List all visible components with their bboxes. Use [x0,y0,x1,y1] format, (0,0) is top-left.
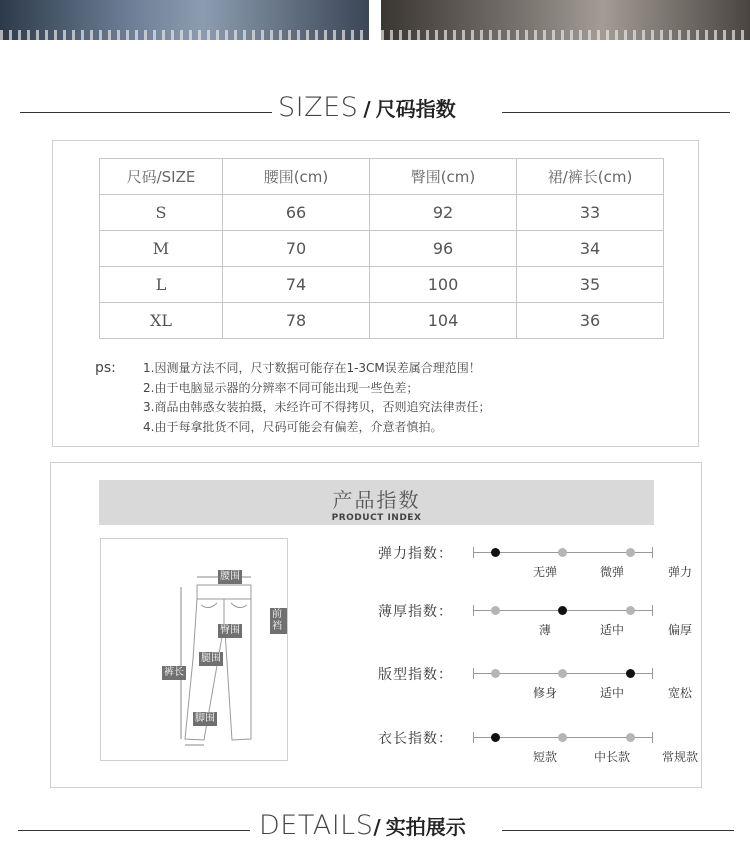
hip-cell: 104 [370,303,517,339]
scale-dot [626,548,635,557]
hip-cell: 96 [370,231,517,267]
waist-cell: 78 [223,303,370,339]
scale-dot [558,606,567,615]
scale-dot [491,548,500,557]
index-option: 常规款 [661,750,699,764]
heading-rule-left [20,112,272,113]
index-option: 短款 [532,750,558,764]
index-option: 无弹 [532,565,558,579]
diagram-label-length: 裤长 [164,667,184,678]
index-option: 适中 [599,686,625,700]
size-cell: M [100,231,223,267]
details-title-sep: / [373,815,381,839]
waist-cell: 66 [223,195,370,231]
index-label: 衣长指数： [378,731,453,747]
product-index-panel [50,462,702,788]
header-cell: 腰围(cm) [223,159,370,195]
index-scale [473,666,653,680]
note-item: 4.由于每拿批货不同，尺码可能会有偏差，介意者慎拍。 [143,419,443,434]
scale-dot [491,606,500,615]
index-option: 微弹 [599,565,625,579]
header-cell: 尺码/SIZE [100,159,223,195]
details-title-zh: 实拍展示 [385,815,466,839]
product-photo-right [381,0,750,40]
scale-dot [558,733,567,742]
scale-dot [558,669,567,678]
sizes-heading [0,92,750,132]
table-header-row [100,159,664,195]
index-option: 适中 [599,623,625,637]
scale-dot [491,669,500,678]
notes-prefix: ps: [95,360,116,376]
product-photo-left [0,0,369,40]
scale-dot [626,606,635,615]
index-scale [473,730,653,744]
waist-cell: 74 [223,267,370,303]
index-option: 宽松 [667,686,693,700]
table-row [100,231,664,267]
length-cell: 36 [517,303,664,339]
details-heading [0,810,750,850]
heading-rule-left [18,830,250,831]
index-label: 弹力指数： [378,546,453,562]
diagram-label-hip: 臀围 [220,625,240,636]
details-title-en: DETAILS [259,810,374,841]
heading-rule-right [502,830,734,831]
scale-dot [491,733,500,742]
index-label: 薄厚指数： [378,604,453,620]
index-option: 弹力 [667,565,693,579]
product-index-title-en: PRODUCT INDEX [331,513,422,523]
diagram-label-front-rise: 前裆 [270,608,287,634]
size-table [99,158,664,339]
hip-cell: 92 [370,195,517,231]
table-row [100,195,664,231]
notes-block [95,359,490,437]
length-cell: 34 [517,231,664,267]
index-scale [473,603,653,617]
size-chart-panel [52,140,699,447]
pants-outline-icon [101,539,287,760]
header-cell: 臀围(cm) [370,159,517,195]
index-option: 中长款 [593,750,631,764]
size-cell: L [100,267,223,303]
sizes-title-sep: / [363,97,371,121]
diagram-label-waist: 腰围 [220,571,240,582]
diagram-label-thigh: 腿围 [201,653,221,664]
sizes-title-en: SIZES [278,92,359,123]
length-cell: 33 [517,195,664,231]
scale-dot [626,733,635,742]
pants-diagram [100,538,288,761]
table-row [100,303,664,339]
note-item: 2.由于电脑显示器的分辨率不同可能出现一些色差； [143,380,419,395]
hip-cell: 100 [370,267,517,303]
scale-dot [626,669,635,678]
index-option: 薄 [538,623,552,637]
table-row [100,267,664,303]
index-option: 修身 [532,686,558,700]
waist-cell: 70 [223,231,370,267]
index-option: 偏厚 [667,623,693,637]
note-item: 1.因测量方法不同，尺寸数据可能存在1-3CM误差属合理范围！ [143,361,481,375]
sizes-title-zh: 尺码指数 [375,97,456,121]
index-label: 版型指数： [378,667,453,683]
product-index-title-zh: 产品指数 [332,488,421,512]
header-cell: 裙/裤长(cm) [517,159,664,195]
heading-rule-right [502,112,730,113]
size-cell: S [100,195,223,231]
scale-dot [558,548,567,557]
length-cell: 35 [517,267,664,303]
product-index-banner [99,480,654,525]
index-scale [473,545,653,559]
size-cell: XL [100,303,223,339]
diagram-label-hem: 脚围 [195,713,215,724]
note-item: 3.商品由韩惑女装拍摄，未经许可不得拷贝，否则追究法律责任； [143,400,491,414]
